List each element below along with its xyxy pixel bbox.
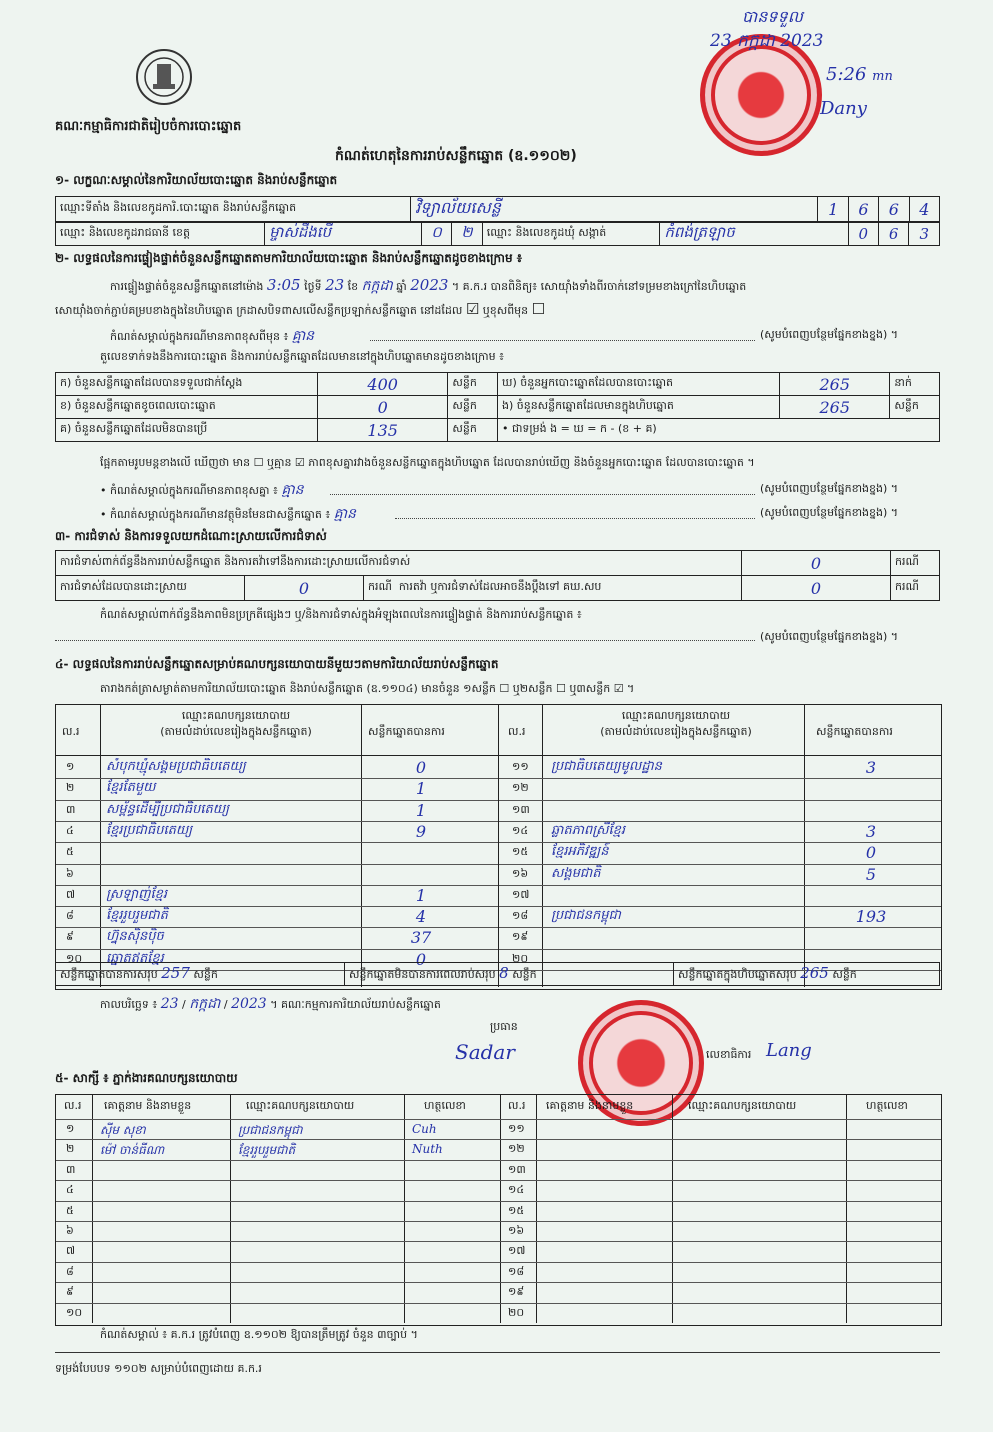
witness-no: ២០ <box>508 1305 525 1319</box>
result-party: ខ្មែរប្រជាធិបតេយ្យ <box>106 822 193 838</box>
section2-heading: ២- លទ្ធផលនៃការផ្ទៀងផ្ទាត់ចំនួនសន្លឹកឆ្នោតតាមការិយាល័យបោះឆ្នោត និងរាប់សន្លឹកឆ្នោតដូចខាងក្រោម ៖ <box>55 251 523 265</box>
witness-no: ១៩ <box>508 1285 525 1299</box>
result-party: ខ្មែរអភិវឌ្ឍន៍ <box>551 844 609 860</box>
witness-name: ស៊ីម សុខា <box>100 1123 146 1137</box>
result-party: សម្ព័ន្ធដើម្បីប្រជាធិបតេយ្យ <box>106 801 230 817</box>
result-votes: 0 <box>865 843 877 863</box>
objection-r2-unit: ករណី <box>368 580 392 593</box>
witness-name: ម៉ៅ ចាន់ធីណា <box>100 1143 165 1158</box>
w-col-name-left: គោត្តនាម និងនាមខ្លួន <box>104 1099 192 1112</box>
valid-total-value: 257 <box>161 964 190 982</box>
chair-label: ប្រធាន <box>490 1020 518 1033</box>
center-label: ឈ្មោះទីតាំង និងលេខកូដការិ.បោះឆ្នោត និងរាប់សន្លឹកឆ្នោត <box>56 197 411 222</box>
secretary-label: លេខាធិការ <box>706 1048 752 1061</box>
province-label: ឈ្មោះ និងលេខកូដរាជធានី ខេត្ត <box>56 223 265 246</box>
count-b-value: 0 <box>317 396 447 419</box>
receipt-label: បានទទួល <box>742 7 803 26</box>
witness-no: ១៤ <box>508 1183 525 1197</box>
col-no-left: ល.រ <box>62 725 80 738</box>
totals-table: សន្លឹកឆ្នោតបានការសរុប 257 សន្លឹក សន្លឹកឆ្នោតមិនបានការពេលរាប់សរុប 8 សន្លឹក សន្លឹកឆ្នោតក្នុងហិបឆ្នោតសរុប 265 សន្លឹក <box>55 962 940 986</box>
result-party: សង្គមជាតិ <box>551 865 601 881</box>
witness-no: ១៧ <box>508 1244 526 1258</box>
chair-signature: Sadar <box>455 1040 515 1064</box>
witness-sign: Nuth <box>412 1142 443 1157</box>
commune-code-2: 6 <box>878 223 908 246</box>
result-party: ខ្មែររួបរួមជាតិ <box>106 908 168 924</box>
objection-note: កំណត់សម្គាល់ពាក់ព័ន្ធនឹងភាពមិនប្រក្រតីផ្សេងៗ ឬ/និងការជំទាស់ក្នុងអំឡុងពេលនៃការផ្ទៀងផ្ទាត់ និងការរាប់សន្លឹកឆ្នោត ៖ <box>100 608 582 621</box>
witness-no: ១៦ <box>508 1224 525 1237</box>
col-votes-right: សន្លឹកឆ្នោតបានការ <box>816 725 893 738</box>
result-party: ហ្វ៊ុនស៊ិនប៉ិច <box>106 929 164 945</box>
box-total-label: សន្លឹកឆ្នោតក្នុងហិបឆ្នោតសរុប <box>678 968 797 981</box>
count-d-label: ឃ) ចំនួនអ្នកបោះឆ្នោតដែលបានបោះឆ្នោត <box>497 373 779 396</box>
inspection-line: ការផ្ទៀងផ្ទាត់ចំនួនសន្លឹកឆ្នោតនៅម៉ោង 3:05 ថ្ងៃទី 23 ខែ កក្កដា ឆ្នាំ 2023 ។ គ.ក.រ បានពិនិត្យ៖ សោយ៉ាំងទាំងពីរចាក់នៅទម្រមខាងក្រៅនៃហិបឆ្នោត <box>110 276 747 294</box>
count-b-label: ខ) ចំនួនសន្លឹកឆ្នោតខូចពេលបោះឆ្នោត <box>56 396 318 419</box>
fill-hint-2: (សូមបំពេញបន្ថែមផ្នែកខាងខ្នង) ។ <box>760 482 899 495</box>
witness-no: ៧ <box>66 1244 76 1258</box>
result-party: ខ្មែរតែមួយ <box>106 780 156 796</box>
result-no: ៨ <box>66 909 74 923</box>
section4-heading: ៤- លទ្ធផលនៃការរាប់សន្លឹកឆ្នោតសម្រាប់គណបក្សនយោបាយនីមួយៗតាមការិយាល័យរាប់សន្លឹកឆ្នោត <box>55 657 499 671</box>
nec-emblem <box>135 48 193 106</box>
result-party: ប្រជាធិបតេយ្យមូលដ្ឋាន <box>551 759 662 774</box>
commune-code-3: 3 <box>909 223 940 246</box>
result-votes: 193 <box>855 907 887 927</box>
result-votes: 1 <box>415 885 427 905</box>
objection-r3-label: ការតវ៉ា ឬការជំទាស់ដែលអាចនឹងប្តឹងទៅ គឃ.សប <box>398 580 602 593</box>
witness-no: ១៥ <box>508 1203 525 1217</box>
count-e-unit: សន្លឹក <box>890 396 940 419</box>
province-value: ម្ចាស់ដឹងបើ <box>265 223 422 246</box>
result-no: ៣ <box>66 802 76 816</box>
count-c-unit: សន្លឹក <box>448 419 498 442</box>
witness-no: ៨ <box>66 1264 74 1278</box>
count-d-value: 265 <box>780 373 890 396</box>
fill-hint-4: (សូមបំពេញបន្ថែមផ្នែកខាងខ្នង) ។ <box>760 630 899 643</box>
w-col-no-right: ល.រ <box>508 1099 526 1112</box>
result-no: ១៤ <box>512 823 529 837</box>
objection-r2-value: 0 <box>245 576 364 601</box>
objection-r2-label: ការជំទាស់ដែលបានដោះស្រាយ <box>56 576 245 601</box>
section3-heading: ៣- ការជំទាស់ និងការទទួលយកដំណោះស្រាយលើការជំទាស់ <box>55 529 327 543</box>
center-code-3: 6 <box>879 197 909 222</box>
result-no: ១៩ <box>512 930 529 944</box>
result-party: ស្រឡាញ់ខ្មែរ <box>106 886 168 902</box>
col-votes-left: សន្លឹកឆ្នោតបានការ <box>368 725 445 738</box>
formula: • ជាទម្រង់ ង = ឃ = ក - (ខ + គ) <box>497 419 939 442</box>
result-no: ៥ <box>66 845 74 859</box>
center-code-1: 1 <box>818 197 848 222</box>
count-c-label: គ) ចំនួនសន្លឹកឆ្នោតដែលមិនបានប្រើ <box>56 419 318 442</box>
invalid-total-value: 8 <box>499 964 509 982</box>
fill-hint-1: (សូមបំពេញបន្ថែមផ្នែកខាងខ្នង) ។ <box>760 328 899 341</box>
changed-checkbox[interactable]: ☐ <box>531 300 546 318</box>
witness-party: ខ្មែររួបរួមជាតិ <box>238 1143 296 1158</box>
result-votes: 0 <box>415 949 427 969</box>
result-party: សំបុកឃ្មុំសង្គមប្រជាធិបតេយ្យ <box>106 759 246 774</box>
witness-no: ១១ <box>508 1122 525 1135</box>
witness-no: ១០ <box>66 1305 83 1319</box>
w-col-name-right: គោត្តនាម និងនាមខ្លួន <box>546 1099 634 1112</box>
witness-no: ១៣ <box>508 1162 526 1176</box>
invalid-total-label: សន្លឹកឆ្នោតមិនបានការពេលរាប់សរុប <box>349 968 496 981</box>
result-no: ៦ <box>66 866 74 880</box>
result-votes: 0 <box>415 758 427 777</box>
commune-label: ឈ្មោះ និងលេខកូដឃុំ សង្កាត់ <box>482 223 660 246</box>
witness-no: ៤ <box>66 1183 74 1197</box>
fill-hint-3: (សូមបំពេញបន្ថែមផ្នែកខាងខ្នង) ។ <box>760 506 899 519</box>
objection-r1-label: ការជំទាស់ពាក់ព័ន្ធនឹងការរាប់សន្លឹកឆ្នោត និងការតវ៉ាទៅនឹងការដោះស្រាយលើការជំទាស់ <box>56 551 742 576</box>
note-line: កំណត់សម្គាល់ក្នុងករណីមានភាពខុសពីមុន ៖ គ្មាន <box>110 328 315 344</box>
section4-intro: តារាងកត់ត្រាសម្ងាត់តាមការិយាល័យបោះឆ្នោត និងរាប់សន្លឹកឆ្នោត (ឧ.១១០៤) មានចំនួន ១សន្លឹក ☐ ឬ២សន្លឹក ☐ ឬ៣សន្លឹក ☑ ។ <box>100 682 635 695</box>
result-no: ៧ <box>66 887 76 901</box>
result-votes: 5 <box>865 864 877 884</box>
receipt-signature: Dany <box>820 98 867 119</box>
count-a-value: 400 <box>317 373 447 396</box>
result-votes: 4 <box>415 907 427 927</box>
result-votes: 1 <box>415 800 427 820</box>
result-no: ១ <box>66 760 75 773</box>
counts-table <box>55 372 940 442</box>
result-votes: 3 <box>865 821 877 841</box>
result-party: ឆ្នោតឥតខ្មែរ <box>106 950 164 966</box>
secretary-signature: Lang <box>766 1040 812 1061</box>
result-party: ឆ្លាតភាពស្រីខ្មែរ <box>551 822 626 838</box>
w-col-sign-right: ហត្ថលេខា <box>866 1099 908 1112</box>
counts-intro: តួលេខទាក់ទងនឹងការបោះឆ្នោត និងការរាប់សន្លឹកឆ្នោតដែលមាននៅក្នុងហិបឆ្នោតមានដូចខាងក្រោម ៖ <box>100 350 504 363</box>
count-a-label: ក) ចំនួនសន្លឹកឆ្នោតដែលបានទទួលជាក់ស្តែង <box>56 373 318 396</box>
witness-table <box>55 1094 942 1326</box>
result-no: ២ <box>66 781 75 795</box>
receipt-date: 23 កក្កដា 2023 <box>710 31 824 51</box>
count-b-unit: សន្លឹក <box>448 396 498 419</box>
footer-form: ទម្រង់បែបបទ ១១០២ សម្រាប់បំពេញដោយ គ.ក.រ <box>55 1362 262 1375</box>
province-code-2: ២ <box>452 223 482 246</box>
count-e-label: ង) ចំនួនសន្លឹកឆ្នោតដែលមានក្នុងហិបឆ្នោត <box>497 396 779 419</box>
col-party-left: ឈ្មោះគណបក្សនយោបាយ (តាមលំដាប់លេខរៀងក្នុងសន្លឹកឆ្នោត) <box>160 709 312 738</box>
count-e-value: 265 <box>780 396 890 419</box>
witness-no: ១២ <box>508 1142 525 1156</box>
note2-line: • កំណត់សម្គាល់ក្នុងករណីមានភាពខុសគ្នា ៖ គ្មាន <box>100 482 304 498</box>
witness-no: ៦ <box>66 1224 74 1237</box>
commune-code-1: 0 <box>848 223 878 246</box>
center-code-2: 6 <box>848 197 878 222</box>
section1-heading: ១- លក្ខណៈសម្គាល់នៃការិយាល័យបោះឆ្នោត និងរាប់សន្លឹកឆ្នោត <box>55 173 338 187</box>
witness-no: ៥ <box>66 1203 74 1217</box>
witness-no: ៩ <box>66 1285 74 1299</box>
center-value: វិទ្យាល័យសេន្លី <box>411 197 818 222</box>
result-votes: 9 <box>415 821 427 841</box>
witness-no: ១៨ <box>508 1264 525 1278</box>
result-votes: 37 <box>410 928 432 948</box>
result-votes: 1 <box>415 779 427 799</box>
objection-r1-unit: ករណី <box>891 551 940 576</box>
result-no: ១៥ <box>512 845 529 859</box>
witness-no: ១ <box>66 1122 75 1135</box>
count-a-unit: សន្លឹក <box>448 373 498 396</box>
witness-party: ប្រជាជនកម្ពុជា <box>238 1123 303 1137</box>
result-votes: 3 <box>865 758 877 777</box>
witness-no: ២ <box>66 1142 75 1156</box>
commune-value: កំពង់ត្រឡាច <box>660 223 848 246</box>
result-no: ២០ <box>512 951 529 965</box>
w-col-no-left: ល.រ <box>64 1099 82 1112</box>
col-no-right: ល.រ <box>508 725 526 738</box>
box-total-value: 265 <box>800 964 829 982</box>
objection-r1-value: 0 <box>742 551 891 576</box>
form-title: កំណត់ហេតុនៃការរាប់សន្លឹកឆ្នោត (ឧ.១១០២) <box>335 148 577 164</box>
col-party-right: ឈ្មោះគណបក្សនយោបាយ (តាមលំដាប់លេខរៀងក្នុងសន្លឹកឆ្នោត) <box>600 709 752 738</box>
note3-line: • កំណត់សម្គាល់ក្នុងករណីមានវត្ថុមិនមែនជាសន្លឹកឆ្នោត ៖ គ្មាន <box>100 506 356 522</box>
objection-r3-value: 0 <box>742 576 891 601</box>
same-checkbox[interactable]: ☑ <box>465 300 480 318</box>
inspection-line-2: សោយ៉ាំងចាក់ភ្ជាប់គម្របខាងក្នុងនៃហិបឆ្នោត ក្រដាសបិទពាសលើសន្លឹកប្រឡាក់សន្លឹកឆ្នោត នៅដដែល ☑ ឬខុសពីមុន ☐ <box>55 300 546 318</box>
objections-table <box>55 550 940 601</box>
section1-table <box>55 196 940 222</box>
signing-date: កាលបរិច្ឆេទ ៖ 23 / កក្កដា / 2023 ។ គណៈកម្មការការិយាល័យរាប់សន្លឹកឆ្នោត <box>100 996 441 1012</box>
results-table <box>55 704 942 990</box>
w-col-party-left: ឈ្មោះគណបក្សនយោបាយ <box>246 1099 355 1112</box>
result-no: ៤ <box>66 823 74 837</box>
result-no: ១១ <box>512 760 529 773</box>
section5-heading: ៥- សាក្សី ៖ ភ្នាក់ងារគណបក្សនយោបាយ <box>55 1071 238 1085</box>
w-col-party-right: ឈ្មោះគណបក្សនយោបាយ <box>688 1099 797 1112</box>
result-no: ១៣ <box>512 802 530 816</box>
result-no: ១៨ <box>512 909 529 923</box>
objection-r3-unit: ករណី <box>891 576 940 601</box>
result-no: ១៦ <box>512 866 529 880</box>
receipt-time: 5:26 mn <box>826 64 893 85</box>
w-col-sign-left: ហត្ថលេខា <box>424 1099 466 1112</box>
valid-total-label: សន្លឹកឆ្នោតបានការសរុប <box>60 968 158 981</box>
result-no: ១០ <box>66 951 83 965</box>
result-no: ៩ <box>66 930 74 944</box>
org-name: គណៈកម្មាធិការជាតិរៀបចំការបោះឆ្នោត <box>55 119 242 134</box>
count-c-value: 135 <box>317 419 447 442</box>
witness-sign: Cuh <box>412 1122 437 1136</box>
province-code-1: ០ <box>421 223 451 246</box>
witness-no: ៣ <box>66 1162 76 1176</box>
result-no: ១៧ <box>512 887 530 901</box>
center-code-4: 4 <box>909 197 939 222</box>
section1-table-row2 <box>55 222 940 246</box>
count-d-unit: នាក់ <box>890 373 940 396</box>
check-line: ផ្អែកតាមរូបមន្តខាងលើ ឃើញថា មាន ☐ ឬគ្មាន ☑ ភាពខុសគ្នារវាងចំនួនសន្លឹកឆ្នោតក្នុងហិបឆ្នោត ដែលបានរាប់ឃើញ និងចំនួនអ្នកបោះឆ្នោត ដែលបានបោះឆ្នោត ។ <box>100 456 755 469</box>
result-party: ប្រជាជនកម្ពុជា <box>551 908 621 924</box>
footer-note: កំណត់សម្គាល់ ៖ គ.ក.រ ត្រូវបំពេញ ឧ.១១០២ ឱ្យបានត្រឹមត្រូវ ចំនួន ៣ច្បាប់ ។ <box>100 1328 418 1341</box>
result-no: ១២ <box>512 781 529 795</box>
